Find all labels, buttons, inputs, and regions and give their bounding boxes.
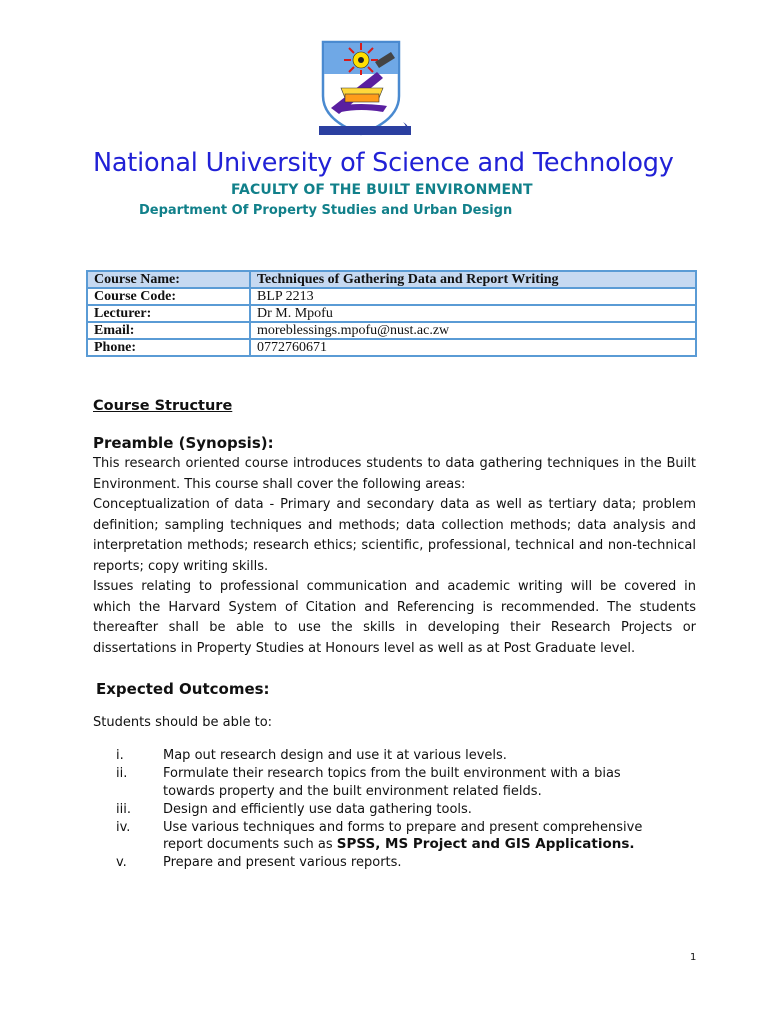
table-row	[87, 339, 696, 356]
table-row	[87, 271, 696, 288]
phone-label: Phone:	[87, 339, 250, 356]
preamble-body	[93, 454, 696, 659]
table-row	[87, 322, 696, 339]
phone-value: 0772760671	[250, 339, 696, 356]
preamble-paragraph: This research oriented course introduces students to data gathering techniques in the Built Environment. This course shall cover the following areas:	[93, 456, 696, 492]
list-item	[116, 819, 676, 854]
university-crest-logo	[317, 38, 417, 140]
list-text: Design and efficiently use data gathering tools.	[163, 801, 472, 817]
list-number: ii.	[116, 766, 128, 781]
list-item	[116, 747, 676, 765]
university-name: National University of Science and Technology	[93, 148, 674, 178]
course-code-value: BLP 2213	[250, 288, 696, 305]
department-name: Department Of Property Studies and Urban Design	[139, 203, 513, 218]
list-number: v.	[116, 855, 127, 870]
list-text: Use various techniques and forms to prepare and present comprehensive report documents such as	[163, 819, 643, 852]
list-number: i.	[116, 748, 124, 763]
page-number: 1	[690, 952, 697, 963]
course-name-label: Course Name:	[87, 271, 250, 288]
email-label: Email:	[87, 322, 250, 339]
list-item	[116, 801, 676, 819]
outcomes-list	[116, 747, 676, 872]
list-text: Map out research design and use it at various levels.	[163, 748, 507, 763]
list-text: Formulate their research topics from the built environment with a bias towards property and the built environment related fields.	[163, 766, 621, 799]
outcomes-intro: Students should be able to:	[93, 715, 273, 730]
list-item	[116, 765, 676, 800]
list-text: Prepare and present various reports.	[163, 855, 402, 870]
course-code-label: Course Code:	[87, 288, 250, 305]
course-structure-heading: Course Structure	[93, 398, 233, 414]
table-row	[87, 288, 696, 305]
lecturer-label: Lecturer:	[87, 305, 250, 322]
expected-outcomes-heading: Expected Outcomes:	[96, 680, 270, 698]
preamble-paragraph: Conceptualization of data - Primary and secondary data as well as tertiary data; problem definition; sampling techniques and methods; data collection methods; data analysis and interpretation methods; research ethics; scientific, professional, technical and non-technical reports; copy writing skills.	[93, 497, 696, 574]
table-row	[87, 305, 696, 322]
faculty-name: FACULTY OF THE BUILT ENVIRONMENT	[231, 182, 533, 198]
preamble-heading: Preamble (Synopsis):	[93, 434, 274, 452]
list-text-with-emphasis	[163, 819, 676, 854]
course-info-table	[86, 270, 697, 357]
course-name-value: Techniques of Gathering Data and Report Writing	[250, 271, 696, 288]
list-number: iv.	[116, 819, 131, 835]
list-item	[116, 854, 676, 872]
email-value: moreblessings.mpofu@nust.ac.zw	[250, 322, 696, 339]
list-number: iii.	[116, 801, 131, 817]
lecturer-value: Dr M. Mpofu	[250, 305, 696, 322]
software-emphasis: SPSS, MS Project and GIS Applications.	[336, 836, 635, 852]
preamble-paragraph: Issues relating to professional communication and academic writing will be covered in which the Harvard System of Citation and Referencing is recommended. The students thereafter shall be able to use the skills in developing their Research Projects or dissertations in Property Studies at Honours level as well as at Post Graduate level.	[93, 579, 696, 656]
